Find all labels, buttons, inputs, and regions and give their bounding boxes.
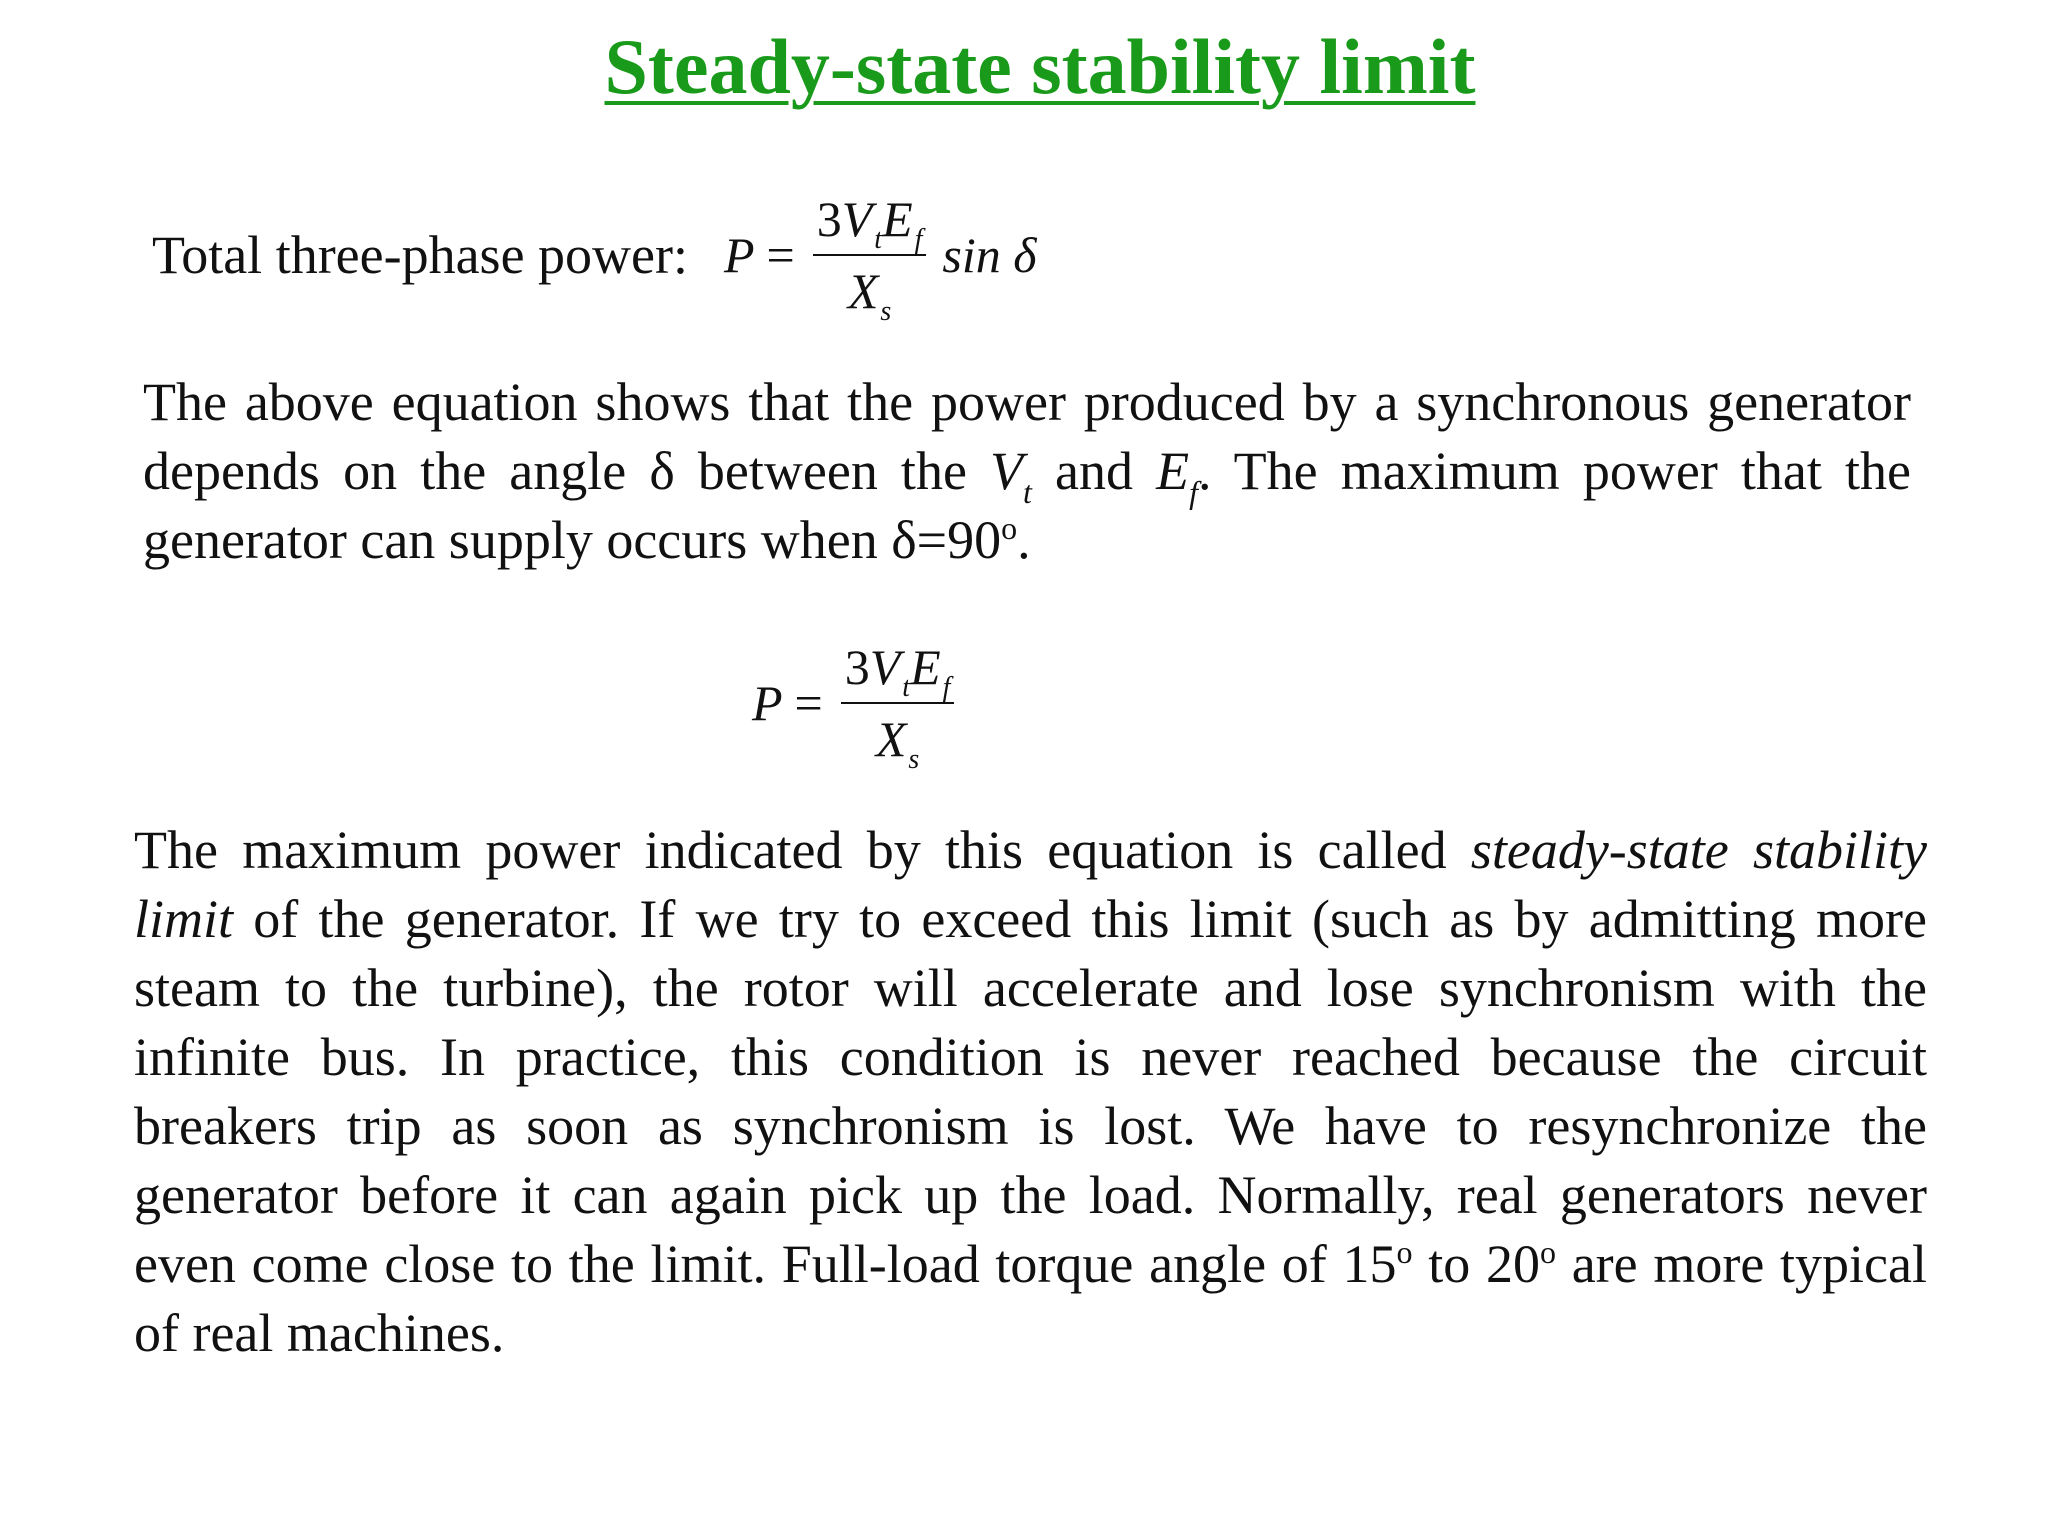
equation-lead-text: Total three-phase power:	[152, 225, 688, 285]
power-equation-row	[152, 170, 1037, 340]
formula-fraction	[841, 638, 955, 775]
fraction-numerator: $3V_tE_f$	[841, 638, 955, 704]
italic-term: steady-state stability limit	[134, 820, 1928, 949]
slide-title: Steady-state stability limit	[604, 23, 1476, 110]
formula-sine-term: sin δ	[942, 227, 1037, 283]
formula-lhs: P	[752, 675, 783, 731]
max-power-formula	[752, 638, 960, 775]
max-power-equation	[752, 628, 960, 778]
paragraph-stability-limit: The maximum power indicated by this equation is called steady-state stability limit of the generator. If we try to exceed this limit (such as by admitting more steam to the turbine), the rotor will accelerate and lose synchronism with the infinite bus. In practice, this condition is never reached because the circuit breakers trip as soon as synchronism is lost. We have to resynchronize the generator before it can again pick up the load. Normally, real generators never even come close to the limit. Full-load torque angle of 15$^o$ to 20$^o$ are more typical of real machines.	[134, 820, 1928, 1363]
formula-equals: =	[794, 675, 823, 731]
paragraph-angle-dependence: The above equation shows that the power produced by a synchronous generator depends on the angle δ between the $V_t$ and $E_f$. The maximum power that the generator can supply occurs when $\delta=90^o$.	[143, 372, 1911, 570]
power-formula	[724, 190, 1037, 327]
fraction-numerator: $3V_tE_f$	[813, 190, 927, 256]
fraction-denominator: $X_s$	[875, 711, 920, 775]
fraction-denominator: $X_s$	[847, 263, 892, 327]
formula-equals: =	[766, 227, 795, 283]
formula-fraction	[813, 190, 927, 327]
formula-lhs: P	[724, 227, 755, 283]
